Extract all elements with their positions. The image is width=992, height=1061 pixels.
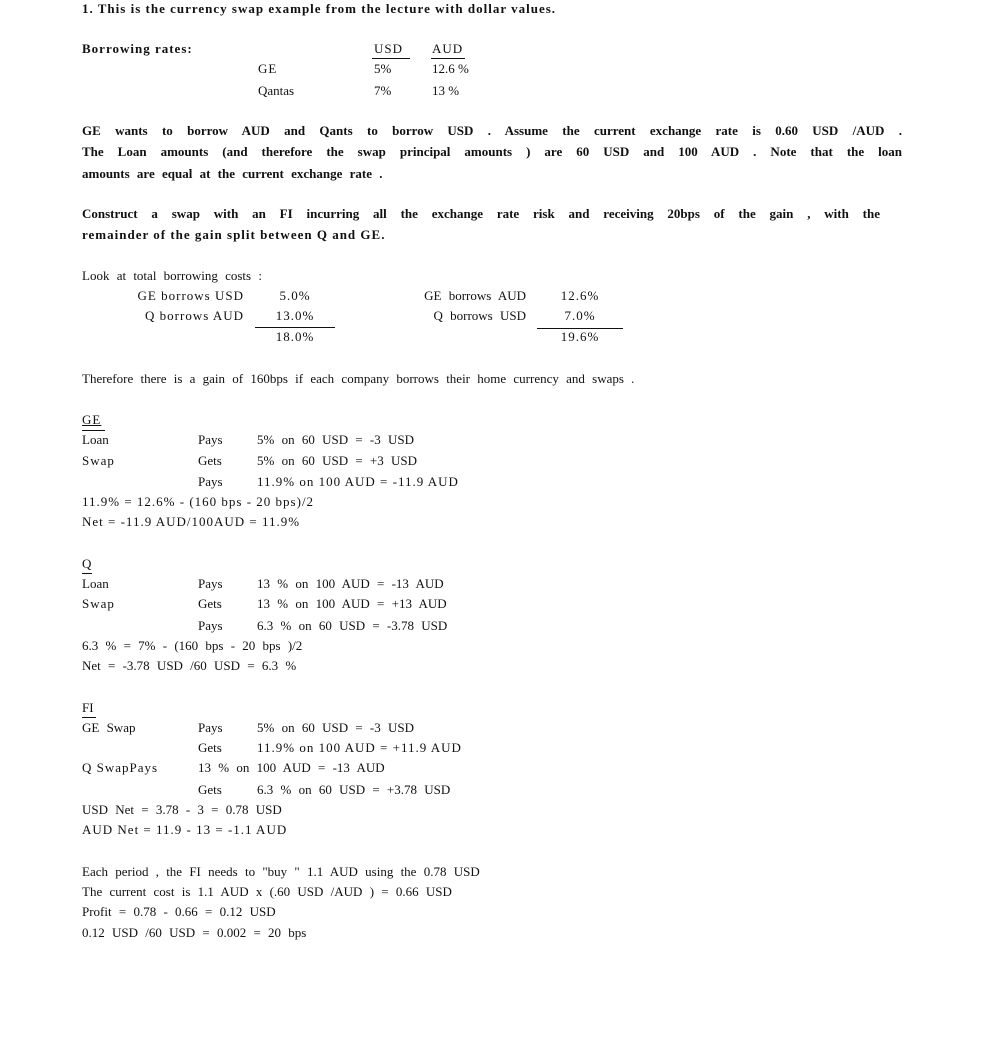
- q-loan-label: Loan: [82, 576, 109, 591]
- col-header-aud: AUD: [432, 41, 464, 56]
- fi-gets-label: Gets: [198, 782, 222, 797]
- fi-usd-net: USD Net = 3.78 - 3 = 0.78 USD: [82, 802, 282, 817]
- task-text-line: Construct a swap with an FI incurring all the exchange rate risk and receiving 20bps of the gain , with the: [82, 206, 880, 221]
- fi-q-pays-row: 13 % on 100 AUD = -13 AUD: [198, 760, 385, 775]
- rate-row-usd: 5%: [374, 61, 392, 76]
- fi-aud-net: AUD Net = 11.9 - 13 = -1.1 AUD: [82, 822, 288, 837]
- ge-swap-label: Swap: [82, 453, 115, 468]
- q-loan-payment: 13 % on 100 AUD = -13 AUD: [257, 576, 444, 591]
- rate-row-aud: 12.6 %: [432, 61, 469, 76]
- fi-q-swap-label: Q SwapPays: [82, 760, 159, 775]
- col-header-usd: USD: [374, 41, 404, 56]
- closing-line: 0.12 USD /60 USD = 0.002 = 20 bps: [82, 925, 307, 940]
- closing-line: Each period , the FI needs to "buy " 1.1 AUD using the 0.78 USD: [82, 864, 480, 879]
- fi-ge-swap-label: GE Swap: [82, 720, 136, 735]
- fi-q-gets-row: 6.3 % on 60 USD = +3.78 USD: [257, 782, 451, 797]
- aud-header-rule: [431, 58, 465, 59]
- ge-loan-label: Loan: [82, 432, 109, 447]
- fi-pays-label: Pays: [198, 720, 223, 735]
- task-text-line: remainder of the gain split between Q and GE.: [82, 227, 386, 242]
- ge-pays-label: Pays: [198, 474, 223, 489]
- ge-gets-label: Gets: [198, 453, 222, 468]
- q-pays-label: Pays: [198, 618, 223, 633]
- question-heading: 1. This is the currency swap example from the lecture with dollar values.: [82, 1, 557, 16]
- fi-section-title: FI: [82, 700, 94, 715]
- fi-gets-label: Gets: [198, 740, 222, 755]
- q-title-rule: [82, 573, 92, 574]
- rate-row-name: Qantas: [258, 83, 295, 98]
- cost-label: Q borrows AUD: [145, 308, 244, 323]
- rate-row-name: GE: [258, 61, 278, 76]
- q-gets-label: Gets: [198, 596, 222, 611]
- ge-rate-calc: 11.9% = 12.6% - (160 bps - 20 bps)/2: [82, 494, 315, 509]
- q-swap-label: Swap: [82, 596, 115, 611]
- ge-pays-label: Pays: [198, 432, 223, 447]
- q-swap-payment: 6.3 % on 60 USD = -3.78 USD: [257, 618, 448, 633]
- closing-line: The current cost is 1.1 AUD x (.60 USD /AUD ) = 0.66 USD: [82, 884, 452, 899]
- ge-net: Net = -11.9 AUD/100AUD = 11.9%: [82, 514, 301, 529]
- rate-row-aud: 13 %: [432, 83, 460, 98]
- rate-row-usd: 7%: [374, 83, 392, 98]
- q-swap-receipt: 13 % on 100 AUD = +13 AUD: [257, 596, 447, 611]
- cost-value: 12.6%: [560, 288, 600, 303]
- fi-ge-gets-row: 11.9% on 100 AUD = +11.9 AUD: [257, 740, 462, 755]
- ge-title-rule: [82, 430, 105, 431]
- closing-line: Profit = 0.78 - 0.66 = 0.12 USD: [82, 904, 276, 919]
- cost-label: GE borrows AUD: [424, 288, 526, 303]
- cost-value: 13.0%: [275, 308, 315, 323]
- ge-swap-payment: 11.9% on 100 AUD = -11.9 AUD: [257, 474, 459, 489]
- cost-label: GE borrows USD: [137, 288, 244, 303]
- q-rate-calc: 6.3 % = 7% - (160 bps - 20 bps )/2: [82, 638, 303, 653]
- gain-statement: Therefore there is a gain of 160bps if each company borrows their home currency and swaps .: [82, 371, 635, 386]
- cost-label: Q borrows USD: [433, 308, 526, 323]
- problem-text-line: GE wants to borrow AUD and Qants to borrow USD . Assume the current exchange rate is 0.60 USD /AUD .: [82, 123, 902, 138]
- ge-loan-payment: 5% on 60 USD = -3 USD: [257, 432, 415, 447]
- cost-value: 5.0%: [279, 288, 311, 303]
- problem-text-line: amounts are equal at the current exchange rate .: [82, 166, 383, 181]
- cost-total-left: 18.0%: [275, 329, 315, 344]
- ge-section-title: GE: [82, 412, 102, 427]
- cost-value: 7.0%: [564, 308, 596, 323]
- borrowing-rates-label: Borrowing rates:: [82, 41, 193, 56]
- q-pays-label: Pays: [198, 576, 223, 591]
- fi-title-rule: [82, 717, 96, 718]
- q-section-title: Q: [82, 556, 92, 571]
- usd-header-rule: [372, 58, 410, 59]
- fi-ge-pays-row: 5% on 60 USD = -3 USD: [257, 720, 415, 735]
- problem-text-line: The Loan amounts (and therefore the swap principal amounts ) are 60 USD and 100 AUD . Note that the loan: [82, 144, 902, 159]
- left-sum-rule: [255, 327, 335, 328]
- costs-intro: Look at total borrowing costs :: [82, 268, 262, 283]
- ge-swap-receipt: 5% on 60 USD = +3 USD: [257, 453, 418, 468]
- cost-total-right: 19.6%: [560, 329, 600, 344]
- q-net: Net = -3.78 USD /60 USD = 6.3 %: [82, 658, 297, 673]
